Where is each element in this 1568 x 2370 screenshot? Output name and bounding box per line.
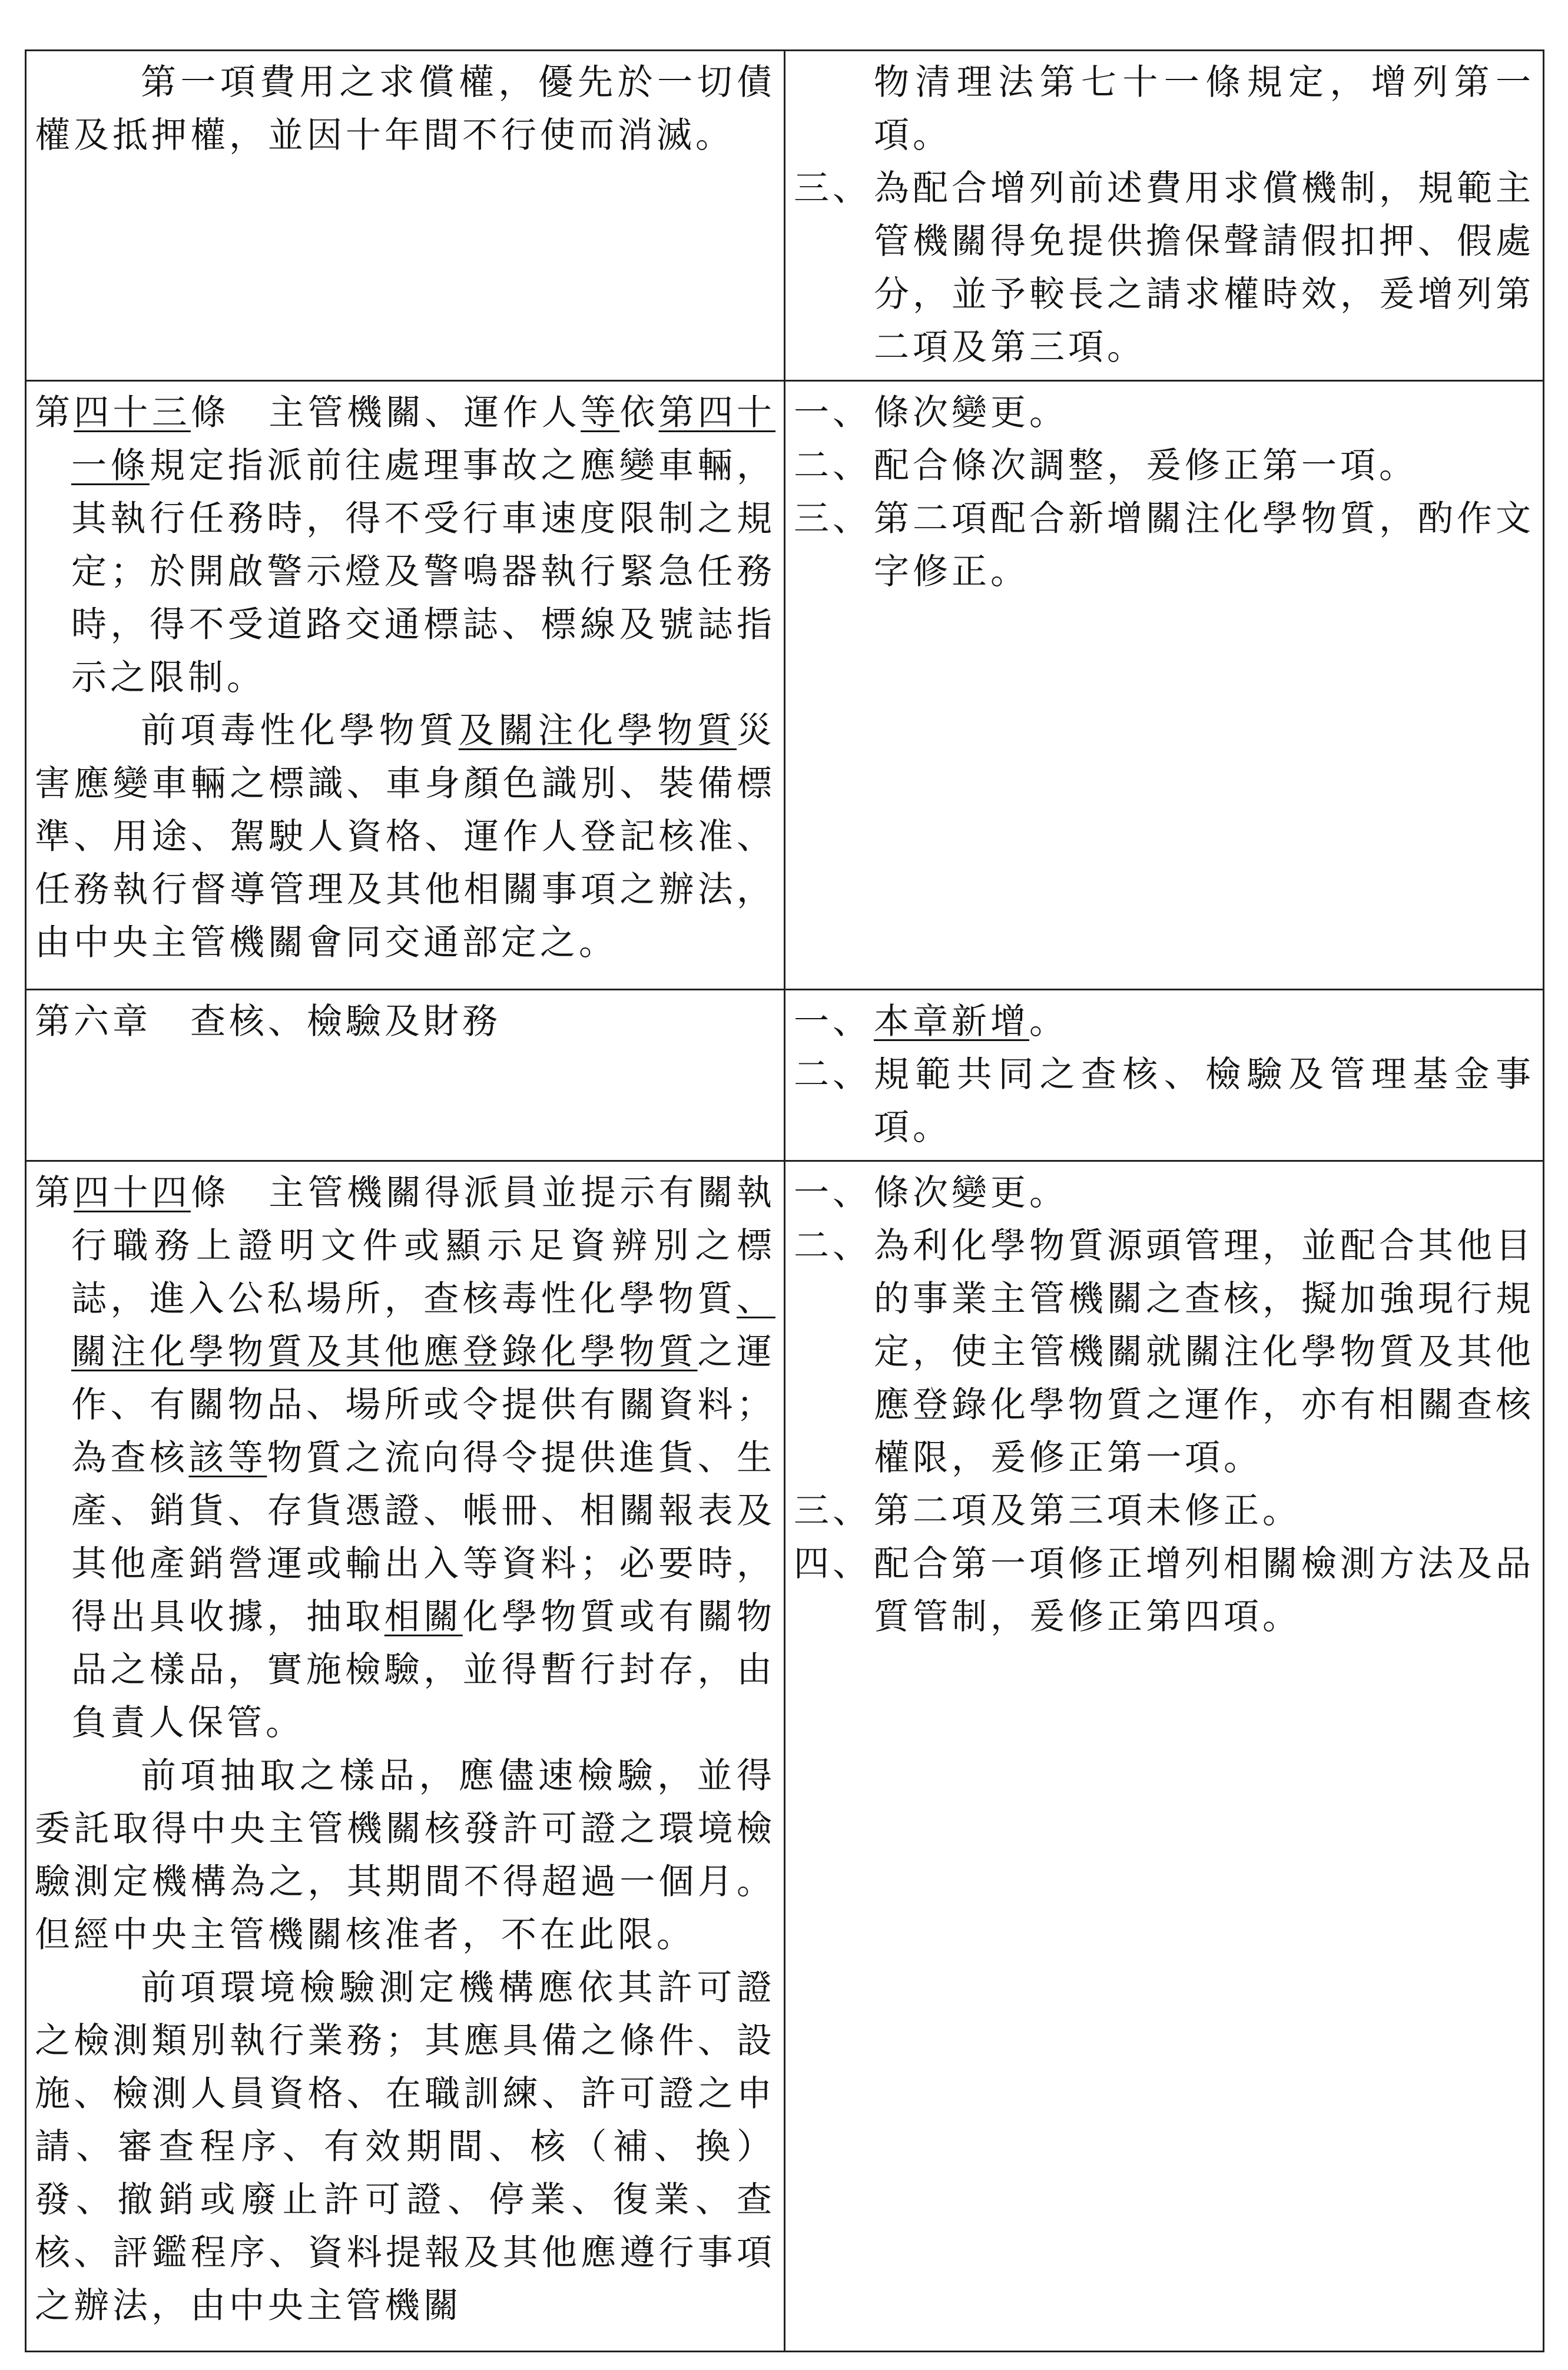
- explanation-item: [794, 995, 1534, 1048]
- item-number: 三、: [794, 1490, 871, 1532]
- article-text: 規定指派前往處理事故之應變車輛，其執行任務時，得不受行車速度限制之規定；於開啟警示燈及警鳴器執行緊急任務時，得不受道路交通標誌、標線及號誌指示之限制。: [71, 445, 776, 698]
- amended-text: 四十三: [74, 392, 191, 433]
- item-number: 一、: [794, 1001, 871, 1042]
- amendment-comparison-table: [25, 49, 1544, 2352]
- amended-text: 相關: [384, 1596, 463, 1638]
- article-text: 物質之流向得令提供進貨、生產、銷貨、存貨憑證、帳冊、相關報表及其他產銷營運或輸出入等資料；必要時，得出具收據，抽取: [71, 1437, 776, 1638]
- chapter-heading-cell: [26, 990, 785, 1161]
- article-paragraph: [35, 1166, 775, 1749]
- item-number: 四、: [794, 1543, 871, 1585]
- item-text: 配合條次調整，爰修正第一項。: [874, 445, 1418, 486]
- explanation-item: [794, 1048, 1534, 1154]
- table-row: [26, 51, 1544, 381]
- article-prefix: 第: [35, 392, 74, 433]
- item-text: 條次變更。: [874, 1172, 1068, 1214]
- article-text-cell: [26, 51, 785, 381]
- item-number: 三、: [794, 498, 871, 539]
- table-row: [26, 1161, 1544, 2352]
- item-number: 二、: [794, 1225, 871, 1267]
- article-paragraph: [35, 704, 775, 969]
- explanation-item: [794, 1166, 1534, 1219]
- article-text: 條 主管機關得派員並提示有關執行職務上證明文件或顯示足資辨別之標誌，進入公私場所，查核毒性化學物質: [71, 1172, 776, 1320]
- article-paragraph: 第一項費用之求償權，優先於一切債權及抵押權，並因十年間不行使而消滅。: [35, 62, 775, 156]
- article-text: 依: [619, 392, 659, 433]
- article-text-cell: [26, 381, 785, 990]
- item-number: 二、: [794, 1054, 871, 1095]
- chapter-heading: 第六章 查核、檢驗及財務: [35, 1001, 501, 1042]
- table-row: [26, 990, 1544, 1161]
- article-text: 災害應變車輛之標識、車身顏色識別、裝備標準、用途、駕駛人資格、運作人登記核准、任務執行督導管理及其他相關事項之辦法，由中央主管機關會同交通部定之。: [35, 710, 776, 963]
- item-number: 一、: [794, 1172, 871, 1214]
- explanation-item: [794, 386, 1534, 439]
- explanation-cell: [785, 381, 1544, 990]
- amended-text: 本章新增: [874, 1001, 1029, 1042]
- amended-text: 第四十一條: [71, 392, 776, 486]
- article-paragraph: 前項環境檢驗測定機構應依其許可證之檢測類別執行業務；其應具備之條件、設施、檢測人員資格、在職訓練、許可證之申請、審查程序、有效期間、核（補、換）發、撤銷或廢止許可證、停業、復業、查核、評鑑程序、資料提報及其他應遵行事項之辦法，由中央主管機關: [35, 1967, 775, 2326]
- amended-text: 該等: [188, 1437, 267, 1479]
- explanation-item: [794, 1219, 1534, 1484]
- item-number: 三、: [794, 168, 871, 209]
- amended-text: 及關注化學物質: [458, 710, 737, 751]
- item-text: 為利化學物質源頭管理，並配合其他目的事業主管機關之查核，擬加強現行規定，使主管機關就關注化學物質及其他應登錄化學物質之運作，亦有相關查核權限，爰修正第一項。: [874, 1225, 1534, 1479]
- explanation-item: [794, 492, 1534, 598]
- item-text: [874, 995, 1534, 1048]
- article-prefix: 第: [35, 1172, 74, 1214]
- article-paragraph: [35, 386, 775, 704]
- item-number: 二、: [794, 445, 871, 486]
- explanation-item: [794, 1537, 1534, 1643]
- article-text-cell: [26, 1161, 785, 2352]
- item-number: 一、: [794, 392, 871, 433]
- item-text: 第二項及第三項未修正。: [874, 1490, 1301, 1532]
- item-text: 條次變更。: [874, 392, 1068, 433]
- table-row: [26, 381, 1544, 990]
- amended-text: 等: [581, 392, 620, 433]
- comparison-table-page: [25, 49, 1543, 2352]
- article-text: 條 主管機關、運作人: [190, 392, 581, 433]
- article-text: 化學物質或有關物品之樣品，實施檢驗，並得暫行封存，由負責人保管。: [71, 1596, 776, 1743]
- explanation-continuation: 物清理法第七十一條規定，增列第一項。: [874, 62, 1534, 156]
- explanation-cell: [785, 990, 1544, 1161]
- item-text: 第二項配合新增關注化學物質，酌作文字修正。: [874, 498, 1534, 592]
- explanation-cell: [785, 51, 1544, 381]
- article-text: 前項毒性化學物質: [141, 710, 459, 751]
- explanation-cell: [785, 1161, 1544, 2352]
- item-text: 配合第一項修正增列相關檢測方法及品質管制，爰修正第四項。: [874, 1543, 1534, 1638]
- explanation-item: [794, 162, 1534, 374]
- item-text: 規範共同之查核、檢驗及管理基金事項。: [874, 1054, 1534, 1148]
- amended-text: 、關注化學物質及其他應登錄化學物質: [71, 1278, 775, 1373]
- article-paragraph: 前項抽取之樣品，應儘速檢驗，並得委託取得中央主管機關核發許可證之環境檢驗測定機構為之，其期間不得超過一個月。但經中央主管機關核准者，不在此限。: [35, 1755, 775, 1955]
- amended-text: 四十四: [74, 1172, 191, 1214]
- explanation-item: [794, 1484, 1534, 1537]
- item-text-end: 。: [1029, 1001, 1068, 1042]
- explanation-item: [794, 439, 1534, 492]
- item-text: 為配合增列前述費用求償機制，規範主管機關得免提供擔保聲請假扣押、假處分，並予較長之請求權時效，爰增列第二項及第三項。: [874, 168, 1534, 368]
- article-text: 之運作、有關物品、場所或令提供有關資料；為查核: [71, 1331, 776, 1479]
